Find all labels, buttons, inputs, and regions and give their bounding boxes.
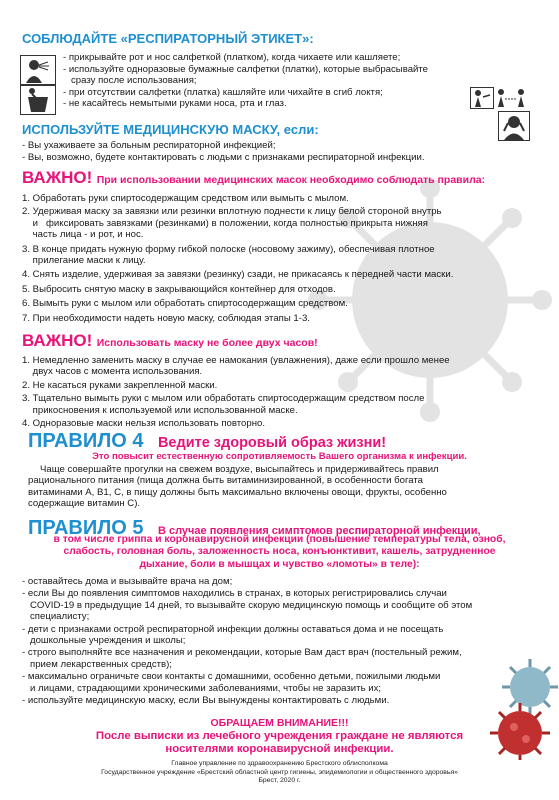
list-item: - Вы ухаживаете за больным респираторной инфекцией; [22,140,276,151]
rule-5-label: ПРАВИЛО 5 [28,517,144,539]
list-item: 2. Удерживая маску за завязки или резинки вплотную поднести к лицу белой стороной внутрь [22,206,442,218]
list-item: специалисту; [22,611,90,623]
list-item: прикосновения к используемой или использованной маске. [22,404,298,416]
list-item: сразу после использования; [71,75,197,87]
list-item: - оставайтесь дома и вызывайте врача на дом; [22,576,233,587]
list-item: - если Вы до появления симптомов находились в странах, в которых регистрировались случаи [22,588,447,600]
list-item: 1. Обработать руки спиртосодержащим средством или вымыть с мылом. [22,193,349,204]
notice-text [0,730,559,756]
list-item: - используйте медицинскую маску, если Вы вынуждены контактировать с людьми. [22,695,390,707]
list-item: - не касайтесь немытыми руками носа, рта и глаз. [63,98,287,110]
etiquette-list [63,52,483,110]
rule-4-label: ПРАВИЛО 4 [28,430,144,452]
list-item: 3. В конце придать нужную форму гибкой полоске (носовому зажиму), обеспечивая плотное [22,243,435,255]
footer-line: Главное управление по здравоохранению Брестского облисполкома [171,760,388,767]
list-item: прием лекарственных средств); [22,658,172,670]
list-item: - прикрывайте рот и нос салфеткой (платком), когда чихаете или кашляете; [63,52,401,63]
notice-line: носителями коронавирусной инфекции. [165,743,394,755]
notice-line: После выписки из лечебного учреждения граждане не являются [95,730,464,742]
list-item: - дети с признаками острой респираторной инфекции должны оставаться дома и не посещать [22,623,444,635]
important-label: ВАЖНО! [22,331,93,350]
important-heading-2 [22,331,318,351]
list-item: - Вы, возможно, будете контактировать с людьми с признаками респираторной инфекции. [22,151,425,163]
footer-line: Государственное учреждение «Брестский областной центр гигиены, эпидемиологии и общественного здоровья» [101,768,458,776]
etiquette-title: СОБЛЮДАЙТЕ «РЕСПИРАТОРНЫЙ ЭТИКЕТ»: [22,31,314,46]
paragraph-line: витаминами A, B1, C, в пищу должны быть максимально включены овощи, фрукты, особенно [28,486,447,498]
rule-4-subtitle: Это повысит естественную сопротивляемость Вашего организма к инфекции. [92,451,467,462]
important-label: ВАЖНО! [22,168,93,187]
list-item: 1. Немедленно заменить маску в случае ее намокания (увлажнения), даже если прошло менее [22,355,450,366]
rule-5-title: В случае появления симптомов респираторной инфекции, [157,525,481,537]
notice-title: ОБРАЩАЕМ ВНИМАНИЕ!!! [210,717,349,729]
symptoms-line: в том числе гриппа и коронавирусной инфекции (повышение температуры тела, озноб, [53,534,506,545]
list-item: 2. Не касаться руками закрепленной маски. [22,379,218,391]
footer [0,760,559,786]
important-heading-1 [22,168,485,188]
rule-4-text [28,464,548,510]
list-item: 6. Вымыть руки с мылом или обработать спиртосодержащим средством. [22,298,348,310]
footer-line: Брест, 2020 г. [258,777,301,785]
mask-title: ИСПОЛЬЗУЙТЕ МЕДИЦИНСКУЮ МАСКУ, если: [22,122,319,137]
paragraph-line: содержащие витамин С). [28,498,141,510]
list-item: часть лица - и рот, и нос. [22,229,144,241]
paragraph-line: рационального питания (пища должна быть витаминизированной, в особенности богата [28,475,423,487]
rule-5-symptoms [10,534,549,571]
list-item: 4. Одноразовые маски нельзя использовать повторно. [22,418,265,430]
important-text: При использовании медицинских масок необходимо соблюдать правила: [96,174,486,186]
mask-rules-list [22,193,542,324]
list-item: - используйте одноразовые бумажные салфетки (платки), которые выбрасывайте [63,63,429,75]
rule-4-title: Ведите здоровый образ жизни! [157,435,387,451]
list-item: прилегание маски к лицу. [22,255,146,267]
mask-list [22,140,542,163]
paragraph-line: Чаще совершайте прогулки на свежем воздухе, высыпайтесь и придерживайтесь правил [40,464,439,475]
mask-time-list [22,355,542,429]
list-item: COVID-19 в предыдущие 14 дней, то вызывайте скорую медицинскую помощь и сообщите об этом [22,599,473,611]
list-item: дошкольные учреждения и школы; [22,635,186,647]
list-item: и лицами, страдающими хроническими заболеваниями, чтобы не заразить их; [22,682,382,694]
list-item: - максимально ограничьте свои контакты с домашними, особенно детьми, пожилыми людьми [22,671,441,683]
rule-4-heading [28,430,386,453]
list-item: - при отсутствии салфетки (платка) кашляйте или чихайте в сгиб локтя; [63,86,383,98]
list-item: 7. При необходимости надеть новую маску, соблюдая этапы 1-3. [22,312,310,324]
list-item: 4. Снять изделие, удерживая за завязки (резинку) сзади, не прикасаясь к передней части маски. [22,269,454,281]
list-item: и фиксировать завязками (резинками) в положении, когда полностью прикрыта нижняя [22,217,428,229]
list-item: двух часов с момента использования. [22,366,203,378]
list-item: 5. Выбросить снятую маску в закрывающийся контейнер для отходов. [22,283,336,295]
list-item: - строго выполняйте все назначения и рекомендации, которые Вам даст врач (постельный режим, [22,647,462,659]
symptoms-line: слабость, головная боль, заложенность носа, конъюнктивит, кашель, затрудненное [63,546,496,558]
list-item: 3. Тщательно вымыть руки с мылом или обработать спиртосодержащим средством после [22,393,425,405]
important-text: Использовать маску не более двух часов! [96,337,318,349]
symptoms-line: дыхание, боли в мышцах и чувство «ломоты» в теле): [139,558,420,570]
rule-5-list [22,576,552,706]
